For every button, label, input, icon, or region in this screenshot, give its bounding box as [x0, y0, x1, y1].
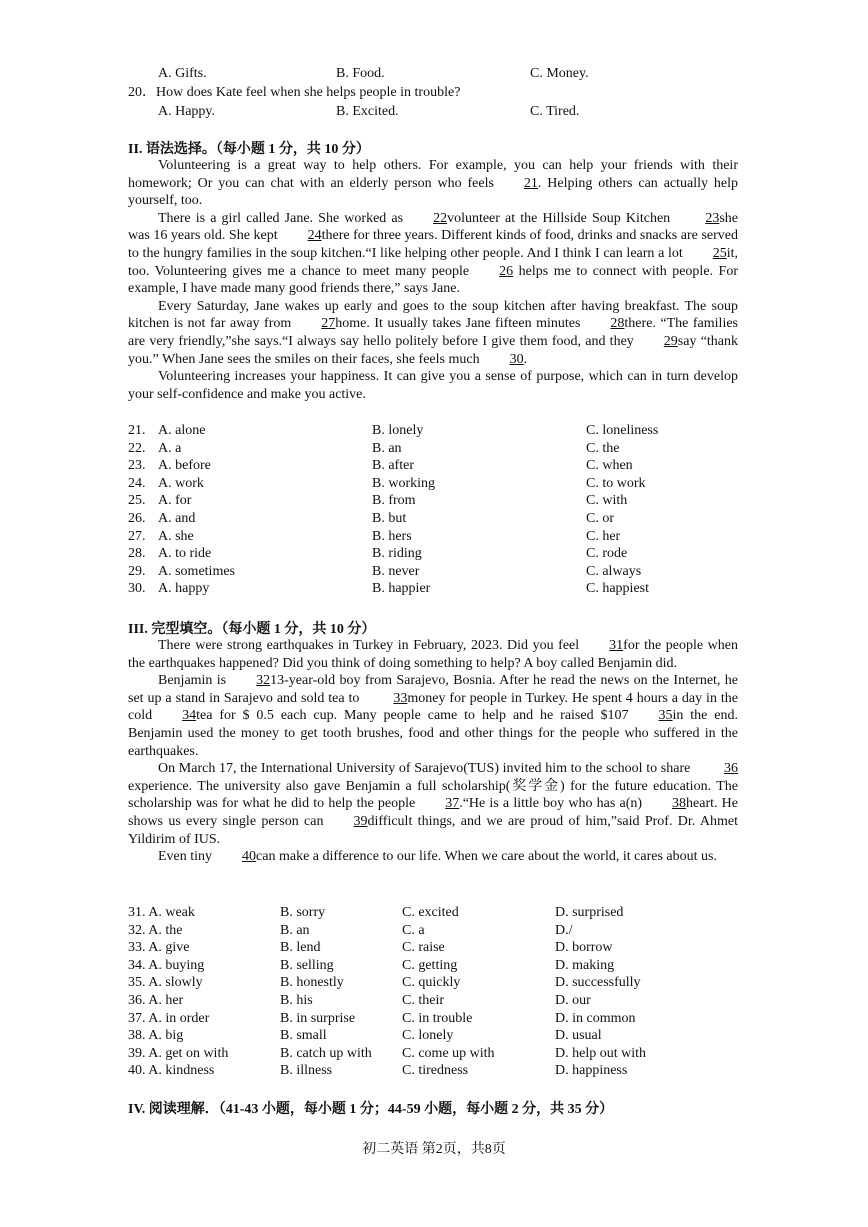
- s3-q33-a: 33. A. give: [128, 940, 190, 956]
- s3-q39-a: 39. A. get on with: [128, 1045, 229, 1061]
- s2-q30-num: 30.: [128, 581, 146, 597]
- blank-26: 26: [499, 263, 514, 279]
- q20-option-c: C. Tired.: [530, 104, 580, 119]
- blank-38: 38: [672, 796, 687, 812]
- s3-q34-a: 34. A. buying: [128, 957, 205, 973]
- s2-q23-a: A. before: [158, 458, 211, 474]
- s2-q27-a: A. she: [158, 528, 194, 544]
- blank-36: 36: [724, 761, 738, 777]
- s2-q30-b: B. happier: [372, 581, 431, 597]
- page-footer: 初二英语 第2页，共8页: [362, 1142, 506, 1157]
- s2-q30-c: C. happiest: [586, 581, 649, 597]
- s3-q37-d: D. in common: [555, 1010, 636, 1026]
- s3-q34-c: C. getting: [402, 957, 458, 973]
- blank-32: 32: [256, 673, 271, 689]
- s3-q31-c: C. excited: [402, 905, 459, 920]
- s2-q23-b: B. after: [372, 458, 414, 474]
- s3-q34-d: D. making: [555, 957, 615, 973]
- s3-q35-b: B. honestly: [280, 975, 344, 991]
- blank-27: 27: [321, 316, 336, 332]
- s3-q35-c: C. quickly: [402, 975, 461, 991]
- s2-q22-c: C. the: [586, 440, 620, 456]
- s2-q24-c: C. to work: [586, 475, 646, 491]
- s3-q38-a: 38. A. big: [128, 1028, 184, 1044]
- blank-28: 28: [610, 316, 625, 332]
- s2-q22-num: 22.: [128, 440, 146, 456]
- q20-text: How does Kate feel when she helps people in trouble?: [156, 85, 461, 100]
- s3-q39-c: C. come up with: [402, 1045, 495, 1061]
- s2-q26-num: 26.: [128, 511, 146, 526]
- s3-q33-d: D. borrow: [555, 940, 613, 956]
- s2-q29-c: C. always: [586, 563, 642, 579]
- blank-34: 34: [182, 708, 197, 724]
- s2-q26-c: C. or: [586, 511, 614, 526]
- s2-q28-num: 28.: [128, 546, 146, 562]
- q20-option-b: B. Excited.: [336, 104, 399, 119]
- s3-q36-c: C. their: [402, 993, 444, 1008]
- blank-22: 22: [433, 210, 448, 226]
- section2-paragraph-4: Volunteering increases your happiness. It can give you a sense of purpose, which can in turn develop your self-confidence and make you active.: [128, 369, 738, 402]
- s3-q31-a: 31. A. weak: [128, 905, 195, 920]
- section2-heading: II. 语法选择。（每小题 1 分，共 10 分）: [128, 142, 370, 157]
- s2-q27-b: B. hers: [372, 528, 412, 544]
- s2-q29-a: A. sometimes: [158, 563, 235, 579]
- q20-stem: [128, 84, 460, 102]
- s2-q21-c: C. loneliness: [586, 423, 659, 438]
- s2-q25-a: A. for: [158, 493, 192, 509]
- section3-paragraph-4: Even tiny 40can make a difference to our life. When we care about the world, it cares about us.: [158, 849, 717, 865]
- section3-paragraph-2: Benjamin is 3213-year-old boy from Sarajevo, Bosnia. After he read the news on the Internet, he set up a stand in Sarajevo and sold tea to 33money for people in Turkey. He spent 4 hours a day in the cold 34tea for $ 0.5 each cup. Many people came to help and he raised $107 35in the end. Benjamin used the money to get tooth brushes, food and other things for the people who suffered in the earthquakes.: [128, 673, 738, 759]
- s2-q26-a: A. and: [158, 511, 196, 526]
- s3-q39-b: B. catch up with: [280, 1045, 372, 1061]
- s2-q23-c: C. when: [586, 458, 633, 474]
- q19-option-b: B. Food.: [336, 66, 385, 81]
- s3-q40-a: 40. A. kindness: [128, 1063, 215, 1079]
- s3-q33-c: C. raise: [402, 940, 445, 956]
- s2-q29-num: 29.: [128, 563, 146, 579]
- s2-q28-a: A. to ride: [158, 546, 212, 562]
- s3-q31-b: B. sorry: [280, 905, 326, 920]
- s2-q21-num: 21.: [128, 423, 146, 438]
- blank-33: 33: [393, 690, 408, 706]
- blank-31: 31: [609, 638, 624, 653]
- s2-q30-a: A. happy: [158, 581, 210, 597]
- section2-paragraph-2: There is a girl called Jane. She worked as 22volunteer at the Hillside Soup Kitchen 23she was 16 years old. She kept 24there for three years. Different kinds of food, drinks and snacks are served to the hungry families in the soup kitchen.“I like helping other people. And I think I can learn a lot 25it, too. Volunteering gives me a chance to meet many people 26 helps me to connect with people. For example, I have made many good friends there,” says Jane.: [128, 210, 739, 297]
- s2-q28-b: B. riding: [372, 546, 422, 562]
- s3-q37-a: 37. A. in order: [128, 1010, 210, 1026]
- s2-q25-num: 25.: [128, 493, 146, 509]
- s2-q27-num: 27.: [128, 528, 146, 544]
- s2-q28-c: C. rode: [586, 546, 628, 562]
- s3-q40-c: C. tiredness: [402, 1063, 469, 1079]
- s3-q32-a: 32. A. the: [128, 922, 183, 938]
- s3-q33-b: B. lend: [280, 940, 321, 956]
- s3-q38-b: B. small: [280, 1028, 327, 1044]
- blank-40: 40: [242, 849, 257, 865]
- section3-passage: [128, 637, 738, 866]
- s2-q24-num: 24.: [128, 475, 146, 491]
- s3-q36-b: B. his: [280, 993, 313, 1008]
- q20-option-a: A. Happy.: [158, 104, 216, 119]
- s2-q25-b: B. from: [372, 493, 416, 509]
- s2-q21-b: B. lonely: [372, 423, 424, 438]
- blank-24: 24: [307, 228, 322, 244]
- s3-q35-d: D. successfully: [555, 975, 641, 991]
- blank-21: 21: [523, 175, 538, 191]
- section2-paragraph-3: Every Saturday, Jane wakes up early and goes to the soup kitchen after having breakfast. The soup kitchen is not far away from 27home. It usually takes Jane fifteen minutes 28there. “The families are very friendly,”she says.“I always say hello politely before I give them food, and they 29say “thank you.” When Jane sees the smiles on their faces, she feels much 30.: [128, 298, 739, 367]
- s3-q32-b: B. an: [280, 922, 310, 938]
- s3-q40-b: B. illness: [280, 1063, 333, 1079]
- s2-q24-a: A. work: [158, 475, 204, 491]
- s3-q38-c: C. lonely: [402, 1028, 454, 1044]
- s2-q27-c: C. her: [586, 528, 621, 544]
- s2-q23-num: 23.: [128, 458, 146, 474]
- blank-25: 25: [712, 245, 727, 261]
- s3-q36-a: 36. A. her: [128, 993, 184, 1008]
- s3-q37-b: B. in surprise: [280, 1010, 356, 1026]
- s2-q21-a: A. alone: [158, 423, 206, 438]
- s3-q34-b: B. selling: [280, 957, 334, 973]
- blank-35: 35: [658, 708, 673, 724]
- s3-q37-c: C. in trouble: [402, 1010, 473, 1026]
- blank-39: 39: [353, 813, 368, 829]
- q19-option-a: A. Gifts.: [158, 66, 207, 81]
- s2-q26-b: B. but: [372, 511, 407, 526]
- blank-37: 37: [445, 796, 460, 812]
- s3-q32-d: D./: [555, 922, 573, 938]
- s3-q39-d: D. help out with: [555, 1045, 646, 1061]
- s3-q40-d: D. happiness: [555, 1063, 628, 1079]
- s3-q35-a: 35. A. slowly: [128, 975, 203, 991]
- section3-heading: III. 完型填空。（每小题 1 分，共 10 分）: [128, 622, 376, 637]
- section3-paragraph-3: On March 17, the International University of Sarajevo(TUS) invited him to the school to share 36experience. The university also gave Benjamin a full scholarship(奖学金) for the future education. The scholarship was for what he did to help the people 37.“He is a little boy who has a(n) 38heart. He shows us every single person can 39difficult things, and we are proud of him,”said Prof. Dr. Ahmet Yildirim of IUS.: [128, 761, 738, 847]
- section3-paragraph-1: There were strong earthquakes in Turkey in February, 2023. Did you feel 31for the people when the earthquakes happened? Did you think of doing something to help? A boy called Benjamin did.: [128, 638, 738, 671]
- q19-option-c: C. Money.: [530, 66, 589, 81]
- s3-q36-d: D. our: [555, 993, 591, 1008]
- s3-q32-c: C. a: [402, 922, 425, 938]
- section2-passage: [128, 157, 738, 403]
- blank-29: 29: [663, 333, 678, 349]
- s2-q24-b: B. working: [372, 475, 435, 491]
- section4-heading: IV. 阅读理解．（41-43 小题，每小题 1 分；44-59 小题，每小题 2 分，共 35 分）: [128, 1102, 614, 1117]
- blank-23: 23: [705, 210, 720, 226]
- q20-number: 20．: [128, 85, 156, 100]
- section2-paragraph-1: Volunteering is a great way to help others. For example, you can help your friends with their homework; Or you can chat with an elderly person who feels 21. Helping others can actually help yourself, too.: [128, 158, 738, 209]
- s2-q22-b: B. an: [372, 440, 402, 456]
- s3-q31-d: D. surprised: [555, 905, 624, 920]
- s2-q25-c: C. with: [586, 493, 628, 509]
- s2-q22-a: A. a: [158, 440, 182, 456]
- s3-q38-d: D. usual: [555, 1028, 602, 1044]
- s2-q29-b: B. never: [372, 563, 420, 579]
- blank-30: 30: [509, 351, 524, 367]
